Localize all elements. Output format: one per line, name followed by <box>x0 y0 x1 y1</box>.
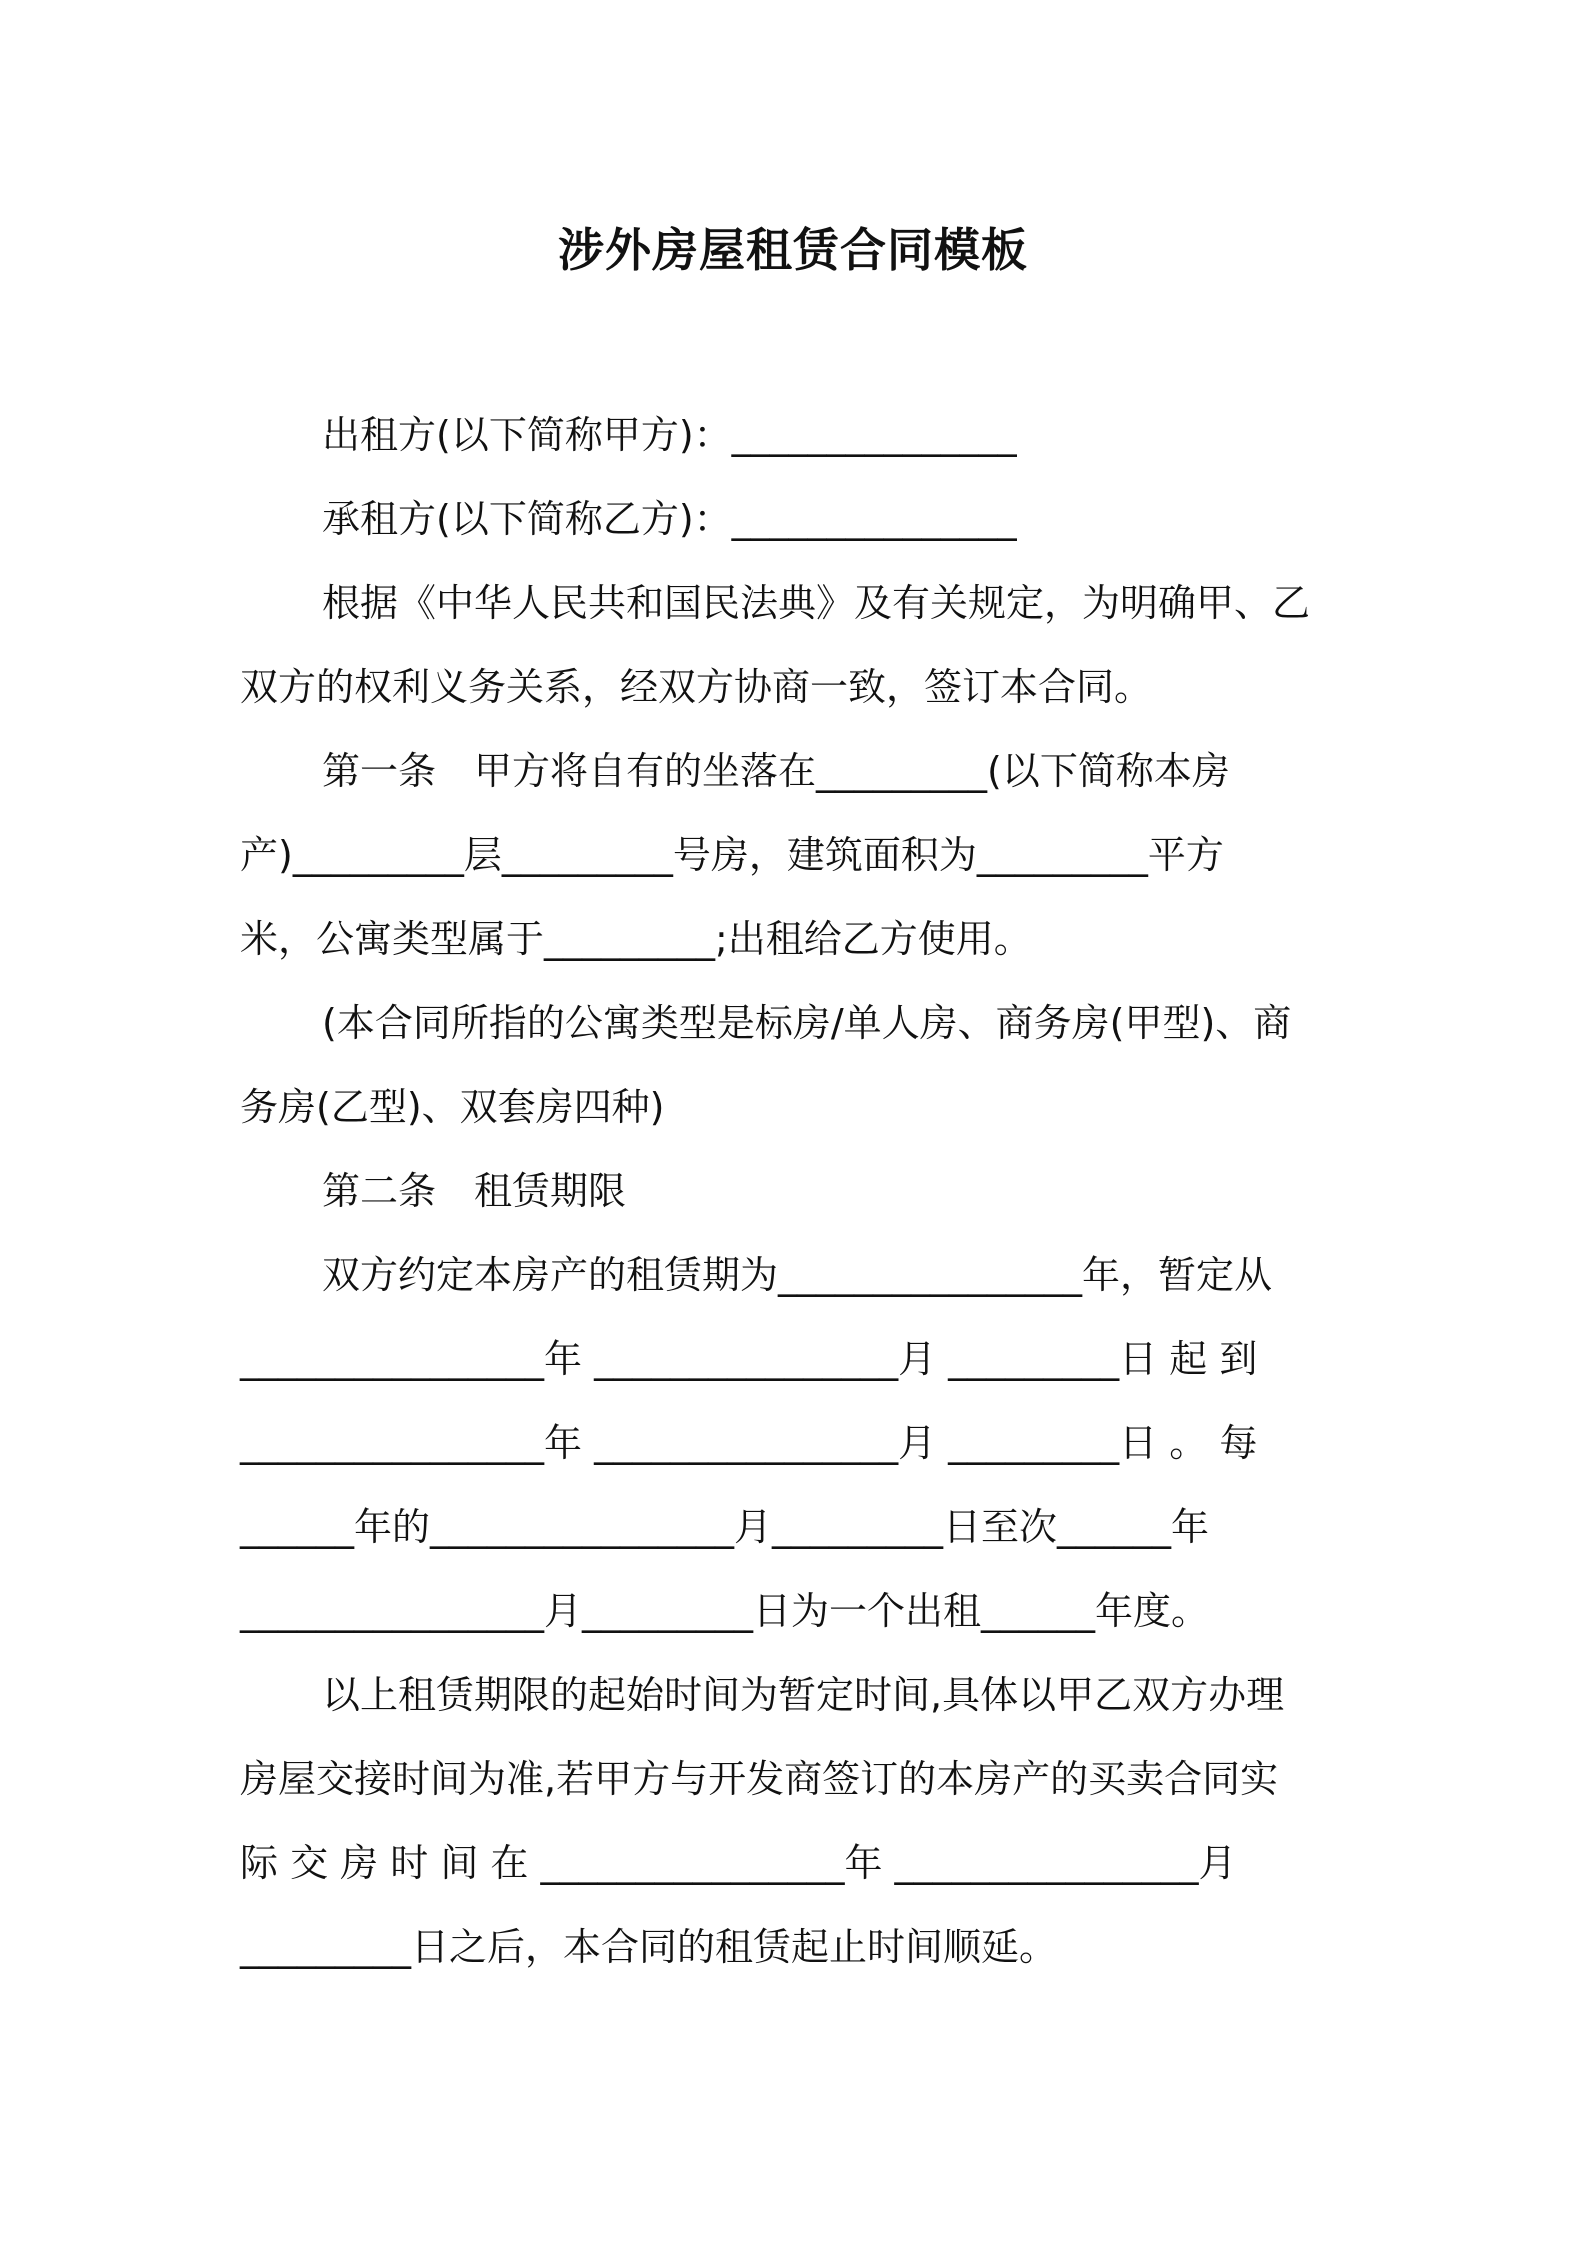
apartment-type-note-line-2: 务房(乙型)、双套房四种) <box>240 1085 665 1129</box>
document-title: 涉外房屋租赁合同模板 <box>558 223 1028 277</box>
lease-term-line-5: ________________月_________日为一个出租______年度。 <box>240 1589 1210 1633</box>
preamble-line-2: 双方的权利义务关系，经双方协商一致，签订本合同。 <box>240 665 1153 709</box>
article-1-line-3: 米，公寓类型属于_________;出租给乙方使用。 <box>240 917 1032 961</box>
lease-term-line-1: 双方约定本房产的租赁期为________________年，暂定从 <box>322 1253 1273 1297</box>
article-1-line-1: 第一条 甲方将自有的坐落在_________(以下简称本房 <box>322 749 1230 793</box>
start-time-line-2: 房屋交接时间为准,若甲方与开发商签订的本房产的买卖合同实 <box>240 1757 1279 1801</box>
start-time-line-3: 际 交 房 时 间 在 ________________年 ________________月 <box>240 1841 1237 1885</box>
start-time-line-4: _________日之后，本合同的租赁起止时间顺延。 <box>240 1925 1058 1969</box>
lease-term-line-3: ________________年 ________________月 _________日 。 每 <box>240 1421 1258 1465</box>
preamble-line-1: 根据《中华人民共和国民法典》及有关规定，为明确甲、乙 <box>322 581 1311 625</box>
lessee-line: 承租方(以下简称乙方)：_______________ <box>322 497 1017 541</box>
lessor-line: 出租方(以下简称甲方)：_______________ <box>322 413 1017 457</box>
article-2-heading: 第二条 租赁期限 <box>322 1169 627 1213</box>
apartment-type-note-line-1: (本合同所指的公寓类型是标房/单人房、商务房(甲型)、商 <box>322 1001 1292 1045</box>
lease-term-line-2: ________________年 ________________月 _________日 起 到 <box>240 1337 1258 1381</box>
start-time-line-1: 以上租赁期限的起始时间为暂定时间,具体以甲乙双方办理 <box>322 1673 1285 1717</box>
lease-term-line-4: ______年的________________月_________日至次______年 <box>240 1505 1210 1549</box>
article-1-line-2: 产)_________层_________号房，建筑面积为_________平方 <box>240 833 1224 877</box>
